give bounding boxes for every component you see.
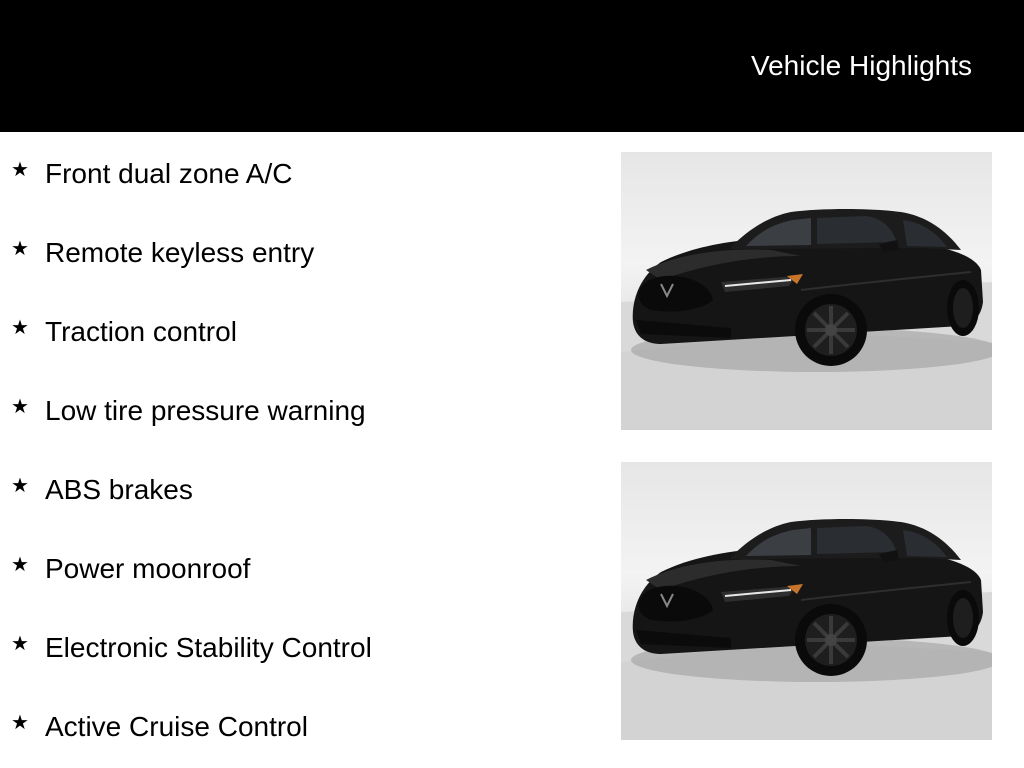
star-icon: ★	[11, 396, 29, 418]
star-icon: ★	[11, 712, 29, 734]
vehicle-photo	[621, 152, 992, 430]
star-icon: ★	[11, 554, 29, 576]
feature-label: Electronic Stability Control	[45, 632, 372, 663]
feature-label: Traction control	[45, 316, 237, 347]
car-illustration	[621, 462, 992, 740]
star-icon: ★	[11, 238, 29, 260]
car-illustration	[621, 152, 992, 430]
feature-label: Remote keyless entry	[45, 237, 315, 268]
star-icon: ★	[11, 317, 29, 339]
feature-list	[0, 132, 600, 768]
feature-label: Low tire pressure warning	[45, 395, 366, 426]
feature-label: Active Cruise Control	[45, 711, 308, 742]
feature-label: Front dual zone A/C	[45, 158, 293, 189]
header-bar	[0, 0, 1024, 132]
star-icon: ★	[11, 475, 29, 497]
page-title: Vehicle Highlights	[750, 50, 972, 81]
feature-label: Power moonroof	[45, 553, 251, 584]
star-icon: ★	[11, 159, 29, 181]
feature-label: ABS brakes	[45, 474, 193, 505]
star-icon: ★	[11, 633, 29, 655]
vehicle-photo	[621, 462, 992, 740]
